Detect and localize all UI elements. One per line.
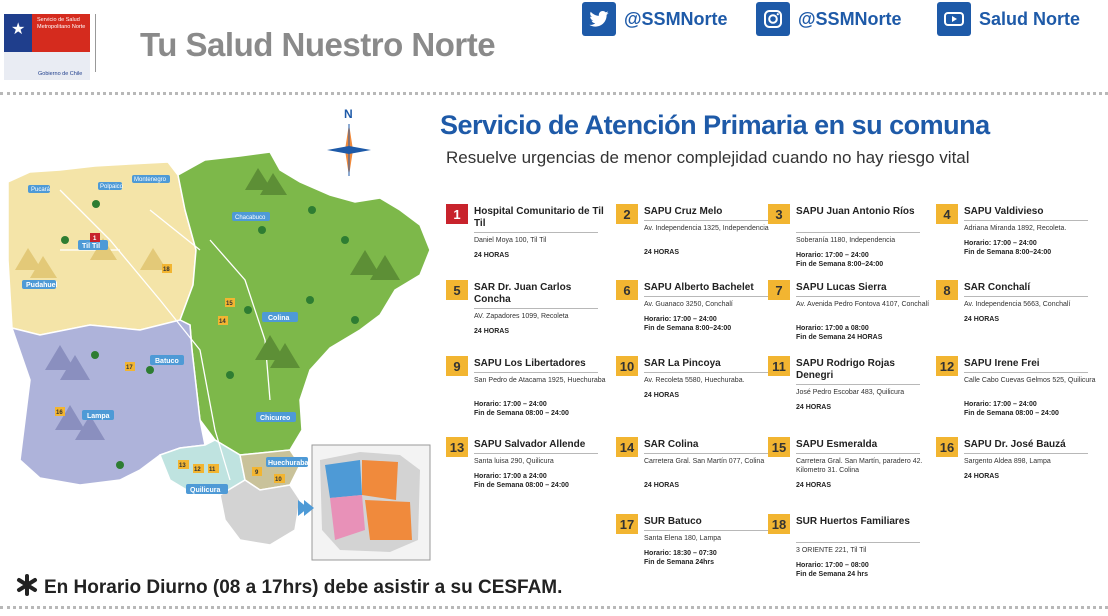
asterisk-icon [16, 574, 38, 602]
svg-text:14: 14 [219, 319, 226, 325]
facility-name: SAPU Los Libertadores [474, 358, 586, 369]
facility-hours: Horario: 17:00 – 24:00 [796, 252, 869, 259]
svg-text:Batuco: Batuco [155, 358, 179, 365]
svg-text:Montenegro: Montenegro [134, 177, 167, 183]
facility-number-badge: 17 [616, 514, 638, 534]
page-title: Servicio de Atención Primaria en su comuna [440, 110, 990, 140]
facility-number-badge: 8 [936, 280, 958, 300]
svg-text:17: 17 [126, 365, 133, 371]
svg-text:Huechuraba: Huechuraba [268, 460, 309, 467]
facility-address: San Pedro de Atacama 1925, Huechuraba [474, 377, 606, 384]
facility-divider [796, 453, 920, 454]
facility-divider [964, 372, 1088, 373]
footer-note-text: En Horario Diurno (08 a 17hrs) debe asistir a su CESFAM. [44, 577, 563, 598]
facility-weekend-hours: Fin de Semana 08:00 – 24:00 [964, 410, 1059, 417]
facility-hours: 24 HORAS [964, 473, 1000, 480]
facility-address: Av. Avenida Pedro Fontova 4107, Conchalí [796, 301, 930, 308]
facility-address: Calle Cabo Cuevas Gelmos 525, Quilicura [964, 377, 1096, 384]
facility-divider [796, 296, 920, 297]
facility-address: Carretera Gral. San Martín 077, Colina [644, 458, 765, 465]
facility-address: Carretera Gral. San Martín, paradero 42. Kilometro 31. Colina [796, 458, 923, 474]
svg-text:11: 11 [209, 467, 216, 473]
facility-number-badge: 15 [768, 437, 790, 457]
svg-text:Lampa: Lampa [87, 413, 110, 420]
facility-address: Soberanía 1180, Independencia [796, 237, 896, 244]
facility-address: Av. Guanaco 3250, Conchalí [644, 301, 733, 308]
twitter-icon [582, 2, 616, 36]
facility-weekend-hours: Fin de Semana 24 hrs [796, 571, 868, 578]
facility-hours: 24 HORAS [964, 316, 1000, 323]
facility-name: SUR Huertos Familiares [796, 516, 910, 527]
svg-text:12: 12 [194, 467, 201, 473]
facility-address: Santa Elena 180, Lampa [644, 535, 722, 542]
facility-weekend-hours: Fin de Semana 24hrs [644, 559, 715, 566]
facility-hours: Horario: 17:00 a 08:00 [796, 325, 869, 332]
facility-address: Av. Independencia 5663, Conchalí [964, 301, 1071, 308]
facility-divider [644, 296, 768, 297]
facility-hours: 24 HORAS [474, 328, 510, 335]
facility-weekend-hours: Fin de Semana 08:00 – 24:00 [474, 410, 569, 417]
southern-communes [220, 480, 300, 545]
facility-hours: 24 HORAS [644, 482, 680, 489]
facility-hours: Horario: 17:00 – 24:00 [474, 401, 547, 408]
footer-note [16, 574, 562, 602]
facility-hours: 24 HORAS [644, 249, 680, 256]
facility-hours: Horario: 17:00 – 24:00 [964, 240, 1037, 247]
facility-hours: Horario: 17:00 – 08:00 [796, 562, 869, 569]
svg-text:Pudahuel: Pudahuel [26, 282, 58, 289]
instagram-link[interactable] [756, 2, 902, 36]
facility-name: SAPU Alberto Bachelet [644, 282, 754, 293]
svg-text:15: 15 [226, 301, 233, 307]
facility-name: SAR Dr. Juan Carlos Concha [474, 282, 572, 305]
svg-text:18: 18 [163, 267, 170, 273]
facility-divider [644, 372, 768, 373]
facility-weekend-hours: Fin de Semana 8:00–24:00 [644, 325, 732, 332]
facility-hours: Horario: 18:30 – 07:30 [644, 550, 717, 557]
facility-name: SAPU Juan Antonio Ríos [796, 206, 915, 217]
facility-name: SAPU Esmeralda [796, 439, 878, 450]
facility-divider [796, 384, 920, 385]
facility-weekend-hours: Fin de Semana 24 HORAS [796, 334, 883, 341]
facility-number-badge: 5 [446, 280, 468, 300]
svg-text:Chacabuco: Chacabuco [235, 215, 266, 221]
header-divider [95, 14, 96, 72]
facility-number-badge: 12 [936, 356, 958, 376]
facility-divider [964, 453, 1088, 454]
facility-divider [474, 453, 598, 454]
facility-number-badge: 18 [768, 514, 790, 534]
facility-number-badge: 2 [616, 204, 638, 224]
facility-hours: Horario: 17:00 – 24:00 [644, 316, 717, 323]
svg-text:Til Til: Til Til [82, 243, 101, 250]
facility-name: SAPU Salvador Allende [474, 439, 586, 450]
facility-address: Sargento Aldea 898, Lampa [964, 458, 1051, 465]
facility-name: SUR Batuco [644, 516, 702, 527]
facility-name: SAR Conchalí [964, 282, 1031, 293]
compass-icon [322, 106, 376, 186]
top-dotted-divider [0, 92, 1108, 95]
logo-text: Servicio de Salud Metropolitano Norte [37, 17, 86, 30]
facility-hours: Horario: 17:00 – 24:00 [964, 401, 1037, 408]
facility-name: SAR La Pincoya [644, 358, 721, 369]
facility-number-badge: 4 [936, 204, 958, 224]
facility-weekend-hours: Fin de Semana 08:00 – 24:00 [474, 482, 569, 489]
facility-number-badge: 13 [446, 437, 468, 457]
facility-name: SAPU Lucas Sierra [796, 282, 887, 293]
facility-hours: Horario: 17:00 a 24:00 [474, 473, 547, 480]
facility-divider [474, 232, 598, 233]
facility-divider [796, 542, 920, 543]
facility-divider [964, 296, 1088, 297]
facility-divider [644, 453, 768, 454]
youtube-icon [937, 2, 971, 36]
instagram-handle: @SSMNorte [798, 8, 902, 29]
facility-divider [474, 308, 598, 309]
facility-hours: 24 HORAS [474, 252, 510, 259]
svg-text:10: 10 [275, 477, 282, 483]
gobierno-logo [4, 14, 90, 80]
facility-weekend-hours: Fin de Semana 8:00–24:00 [796, 261, 884, 268]
youtube-link[interactable] [937, 2, 1080, 36]
facility-divider [964, 220, 1088, 221]
facility-number-badge: 1 [446, 204, 468, 224]
facility-address: Adriana Miranda 1892, Recoleta. [964, 225, 1067, 232]
facility-number-badge: 16 [936, 437, 958, 457]
facility-hours: 24 HORAS [796, 482, 832, 489]
facility-number-badge: 6 [616, 280, 638, 300]
facility-number-badge: 3 [768, 204, 790, 224]
svg-text:16: 16 [56, 410, 63, 416]
facility-divider [796, 232, 920, 233]
logo-gob-text: Gobierno de Chile [38, 71, 83, 77]
svg-text:Chicureo: Chicureo [260, 415, 291, 422]
facility-name: SAPU Dr. José Bauzá [964, 439, 1066, 450]
svg-text:Quilicura: Quilicura [190, 487, 221, 494]
svg-text:N: N [344, 107, 353, 121]
svg-text:Colina: Colina [268, 315, 290, 322]
youtube-channel: Salud Norte [979, 8, 1081, 29]
star-icon: ★ [11, 21, 26, 38]
bottom-dotted-divider [0, 606, 1108, 609]
svg-text:1: 1 [93, 236, 97, 242]
facility-weekend-hours: Fin de Semana 8:00–24:00 [964, 249, 1052, 256]
facility-address: 3 ORIENTE 221, Til Til [796, 547, 867, 554]
svg-text:13: 13 [179, 463, 186, 469]
facility-number-badge: 11 [768, 356, 790, 376]
facility-name: SAPU Rodrigo Rojas Denegri [796, 358, 895, 381]
twitter-link[interactable] [582, 2, 728, 36]
facility-divider [474, 372, 598, 373]
facility-name: SAPU Cruz Melo [644, 206, 723, 217]
svg-text:Polpaico: Polpaico [100, 184, 124, 190]
facility-name: SAPU Irene Frei [964, 358, 1040, 369]
facility-name: SAR Colina [644, 439, 699, 450]
instagram-icon [756, 2, 790, 36]
facility-number-badge: 7 [768, 280, 790, 300]
facility-number-badge: 10 [616, 356, 638, 376]
facility-name: Hospital Comunitario de Til Til [474, 206, 604, 229]
page-subtitle: Resuelve urgencias de menor complejidad cuando no hay riesgo vital [446, 148, 970, 167]
facility-divider [644, 220, 768, 221]
svg-text:Pucará: Pucará [31, 187, 51, 193]
facility-address: AV. Zapadores 1099, Recoleta [474, 313, 569, 320]
facility-number-badge: 9 [446, 356, 468, 376]
facility-divider [644, 530, 768, 531]
facility-number-badge: 14 [616, 437, 638, 457]
facility-address: Daniel Moya 100, Til Til [474, 237, 547, 244]
facility-hours: 24 HORAS [796, 404, 832, 411]
colina-region [178, 152, 430, 455]
twitter-handle: @SSMNorte [624, 8, 728, 29]
facility-address: Santa luisa 290, Quilicura [474, 458, 554, 465]
site-title: Tu Salud Nuestro Norte [140, 26, 496, 63]
facility-address: Av. Recoleta 5580, Huechuraba. [644, 377, 745, 384]
svg-text:9: 9 [255, 470, 259, 476]
facility-address: José Pedro Escobar 483, Quilicura [796, 389, 905, 396]
facility-address: Av. Independencia 1325, Independencia [644, 225, 769, 232]
facility-name: SAPU Valdivieso [964, 206, 1044, 217]
facility-hours: 24 HORAS [644, 392, 680, 399]
